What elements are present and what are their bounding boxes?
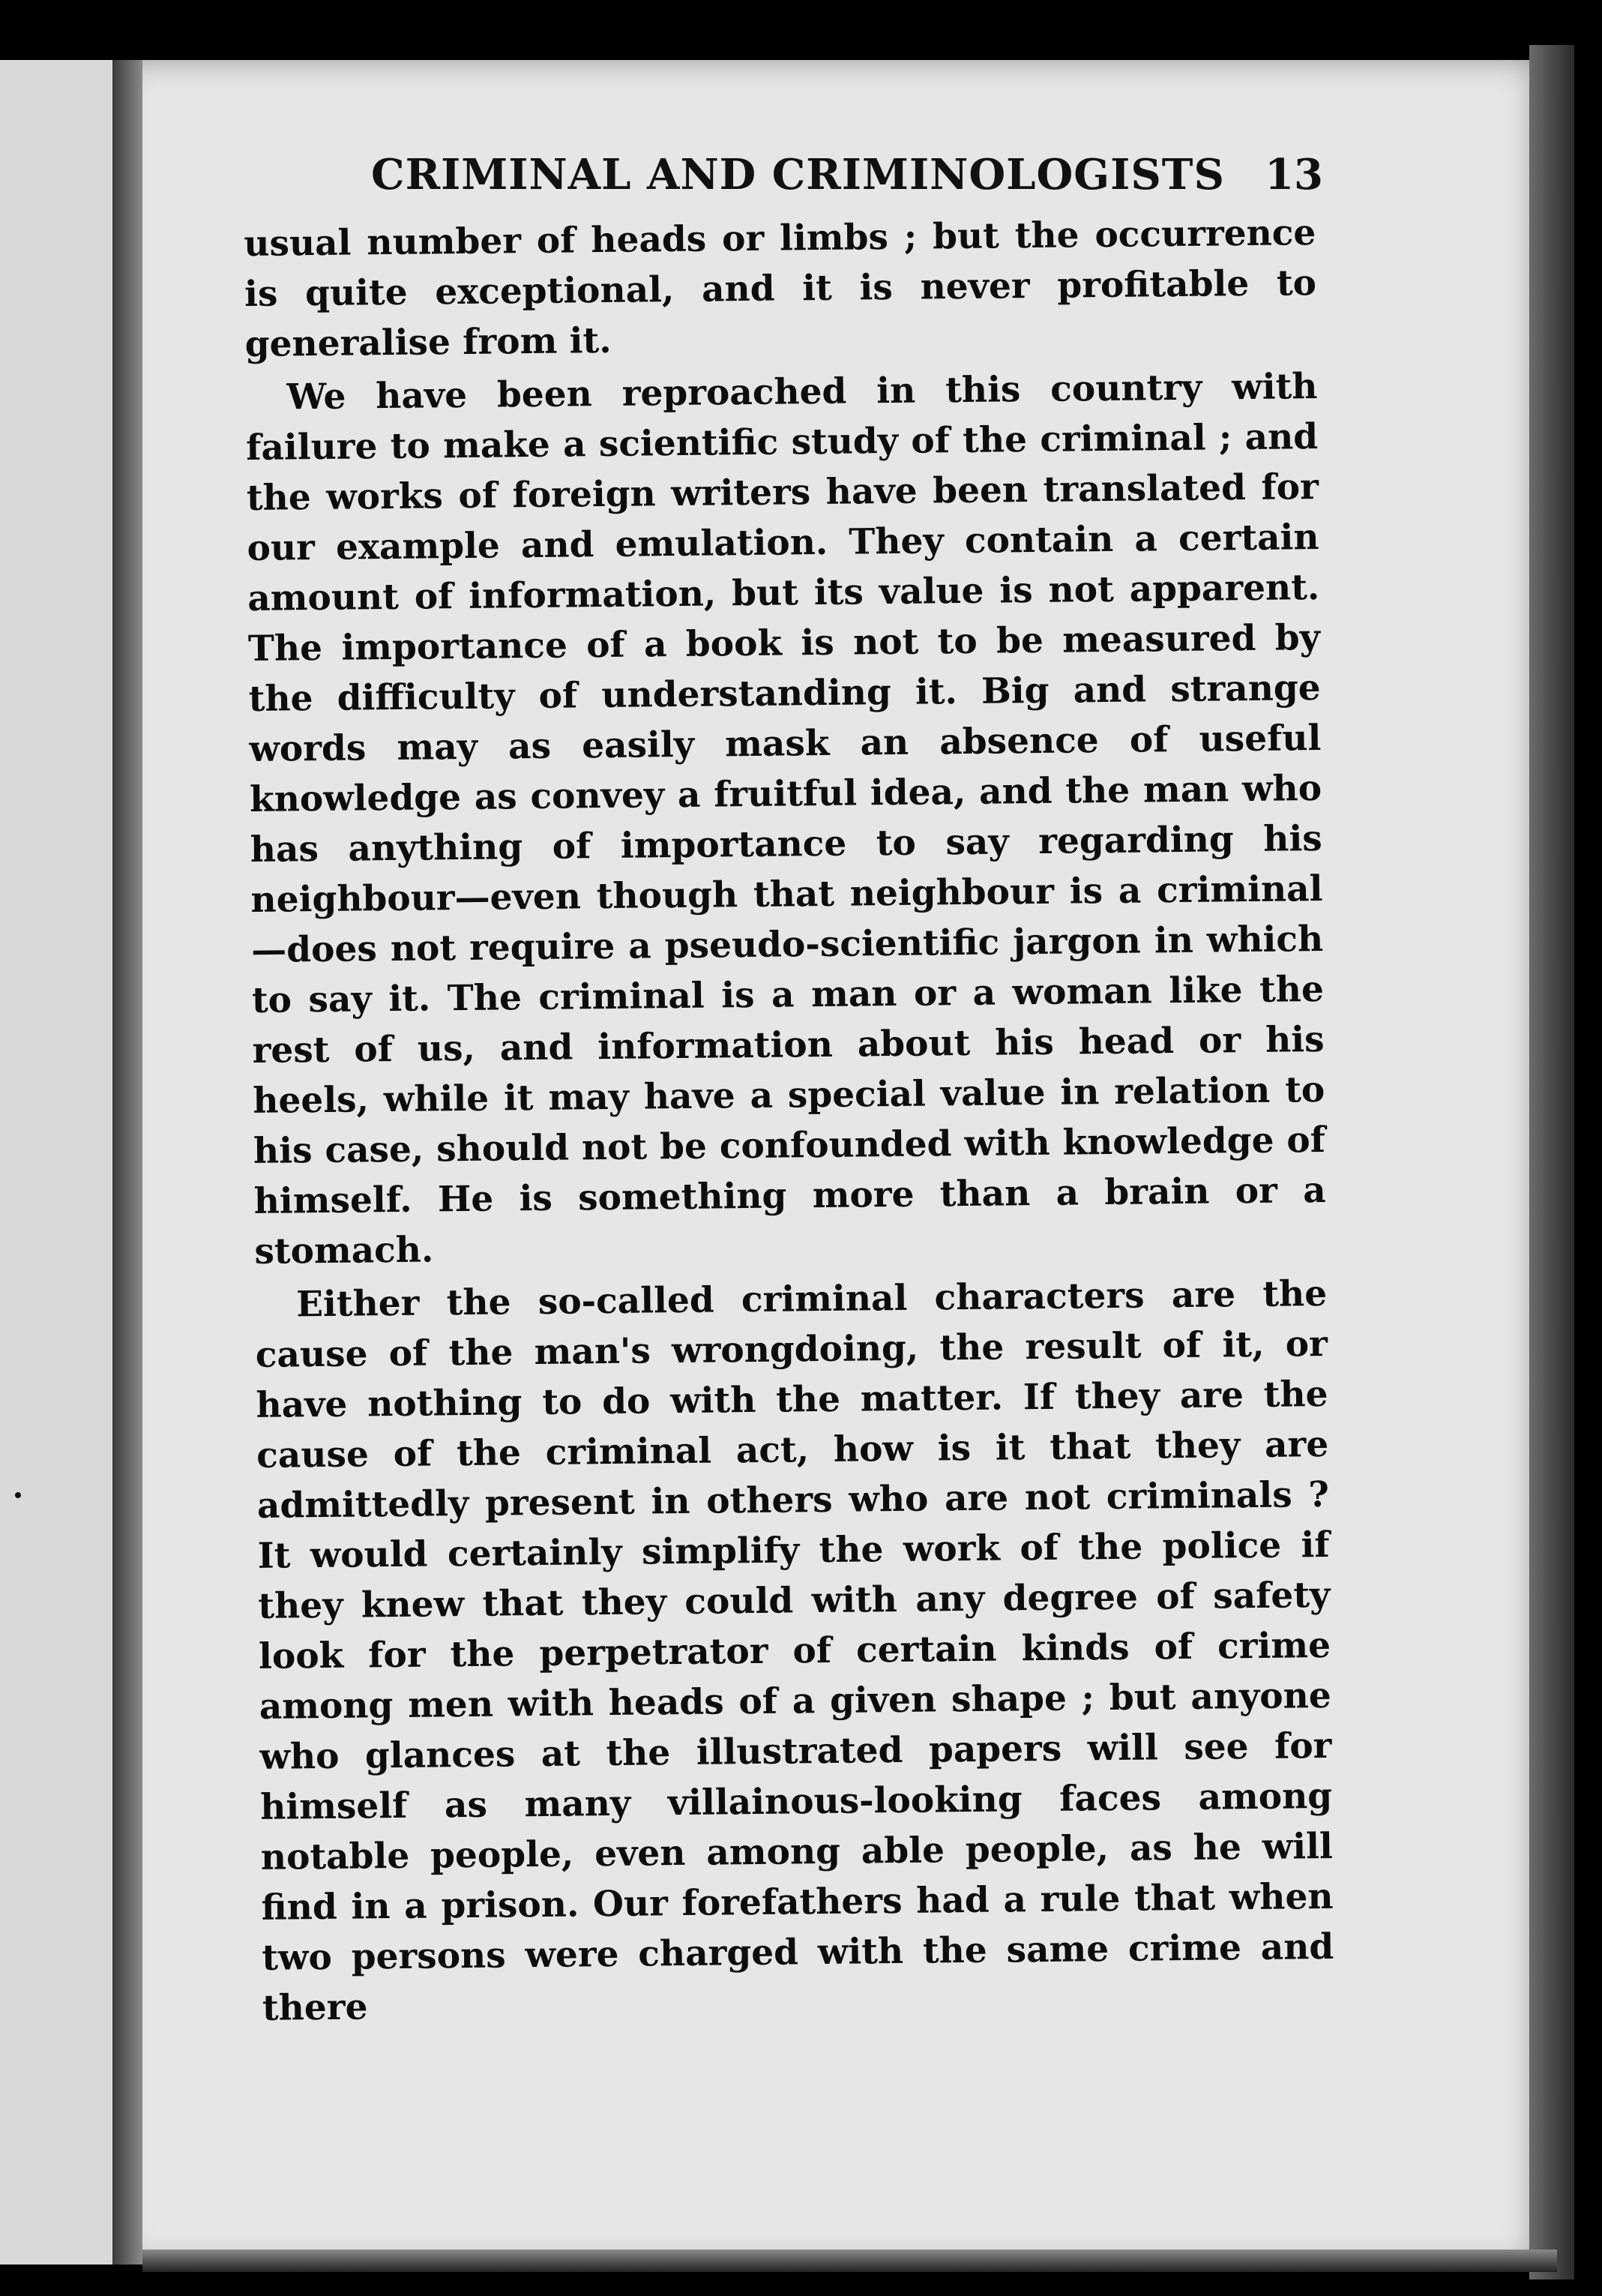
right-page-edge: [1529, 45, 1574, 2280]
left-page-edge: [0, 60, 112, 2265]
running-head: [229, 150, 1323, 210]
running-head-title: CRIMINAL AND CRIMINOLOGISTS: [371, 150, 1225, 199]
paragraph-3: Either the so-called criminal characters are the cause of the man's wrongdoing, the result of it, or have nothing to do with the matter. If they are the cause of the criminal act, how is it that they are admittedly present in others who are not criminals ? It would certainly simplify the work of the police if they knew that they could with any degree of safety look for the perpetrator of certain kinds of crime among men with heads of a given shape ; but anyone who glances at the illustrated papers will see for himself as many villainous-looking faces among notable people, even among able people, as he will find in a prison. Our forefathers had a rule that when two persons were charged with the same crime and there: [255, 1272, 1334, 2029]
paragraph-1: usual number of heads or limbs ; but the occurrence is quite exceptional, and it is never profitable to generalise from it.: [244, 212, 1317, 365]
page-number: 13: [1265, 150, 1323, 199]
bottom-page-edge: [142, 2250, 1557, 2272]
page-body-text: [244, 208, 1334, 2034]
ink-speck: [15, 1492, 21, 1498]
book-gutter: [112, 60, 142, 2265]
paragraph-2: We have been reproached in this country with failure to make a scientific study of the criminal ; and the works of foreign writers have been translated for our example and emulation. They contain a certain amount of information, but its value is not apparent. The importance of a book is not to be measured by the difficulty of understanding it. Big and strange words may as easily mask an absence of useful knowledge as convey a fruitful idea, and the man who has anything of importance to say regarding his neighbour—even though that neighbour is a criminal—does not require a pseudo-scientific jargon in which to say it. The criminal is a man or a woman like the rest of us, and information about his head or his heels, while it may have a special value in relation to his case, should not be confounded with knowledge of himself. He is something more than a brain or a stomach.: [245, 366, 1326, 1272]
